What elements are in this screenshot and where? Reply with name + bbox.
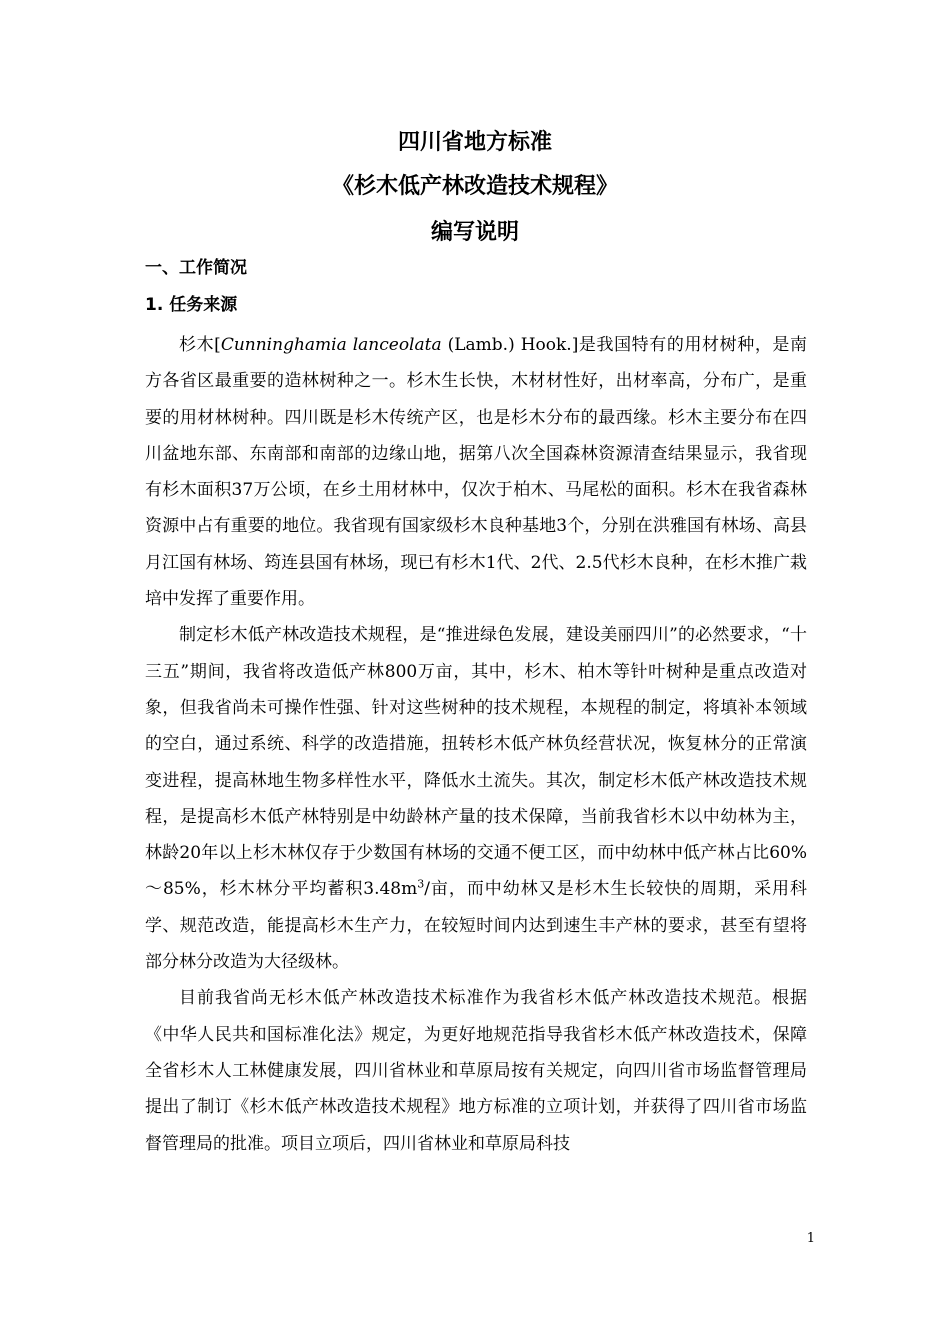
para1-text-before: 杉木[ — [179, 335, 221, 355]
subsection-heading: 1. 任务来源 — [145, 295, 238, 315]
para2-text-after: /亩，而中幼林又是杉木生长较快的周期，采用科学、规范改造，能提高杉木生产力，在较短时间内达到速生丰产林的要求，甚至有望将部分林分改造为大径级林。 — [145, 879, 807, 973]
body-text — [145, 327, 807, 1162]
para1-text-after: (Lamb.) Hook.]是我国特有的用材树种，是南方各省区最重要的造林树种之一。杉木生长快，木材材性好，出材率高，分布广，是重要的用材林树种。四川既是杉木传统产区，也是杉木分布的最西缘。杉木主要分布在四川盆地东部、东南部和南部的边缘山地，据第八次全国森林资源清查结果显示，我省现有杉木面积37万公顷，在乡土用材林中，仅次于柏木、马尾松的面积。杉木在我省森林资源中占有重要的地位。我省现有国家级杉木良种基地3个，分别在洪雅国有林场、高县月江国有林场、筠连县国有林场，现已有杉木1代、2代、2.5代杉木良种，在杉木推广栽培中发挥了重要作用。 — [145, 335, 807, 610]
section-heading: 一、工作简况 — [145, 258, 247, 278]
paragraph-2 — [145, 617, 807, 980]
para2-superscript: 3 — [417, 877, 425, 891]
species-name-italic: Cunninghamia lanceolata — [220, 335, 442, 355]
title-line-3: 编写说明 — [430, 220, 519, 245]
title-line-2: 《杉木低产林改造技术规程》 — [331, 174, 618, 199]
title-line-1: 四川省地方标准 — [397, 130, 552, 155]
page-number: 1 — [806, 1231, 815, 1246]
para2-text-before: 制定杉木低产林改造技术规程，是“推进绿色发展，建设美丽四川”的必然要求，“十三五”期间，我省将改造低产林800万亩，其中，杉木、柏木等针叶树种是重点改造对象，但我省尚未可操作性强、针对这些树种的技术规程，本规程的制定，将填补本领域的空白，通过系统、科学的改造措施，扭转杉木低产林负经营状况，恢复林分的正常演变进程，提高林地生物多样性水平，降低水土流失。其次，制定杉木低产林改造技术规程，是提高杉木低产林特别是中幼龄林产量的技术保障，当前我省杉木以中幼林为主，林龄20年以上杉木林仅存于少数国有林场的交通不便工区，而中幼林中低产林占比60%～85%，杉木林分平均蓄积3.48m — [145, 625, 807, 900]
paragraph-3: 目前我省尚无杉木低产林改造技术标准作为我省杉木低产林改造技术规范。根据《中华人民共和国标准化法》规定，为更好地规范指导我省杉木低产林改造技术，保障全省杉木人工林健康发展，四川省林业和草原局按有关规定，向四川省市场监督管理局提出了制订《杉木低产林改造技术规程》地方标准的立项计划，并获得了四川省市场监督管理局的批准。项目立项后，四川省林业和草原局科技 — [145, 988, 807, 1154]
paragraph-1 — [145, 327, 807, 617]
